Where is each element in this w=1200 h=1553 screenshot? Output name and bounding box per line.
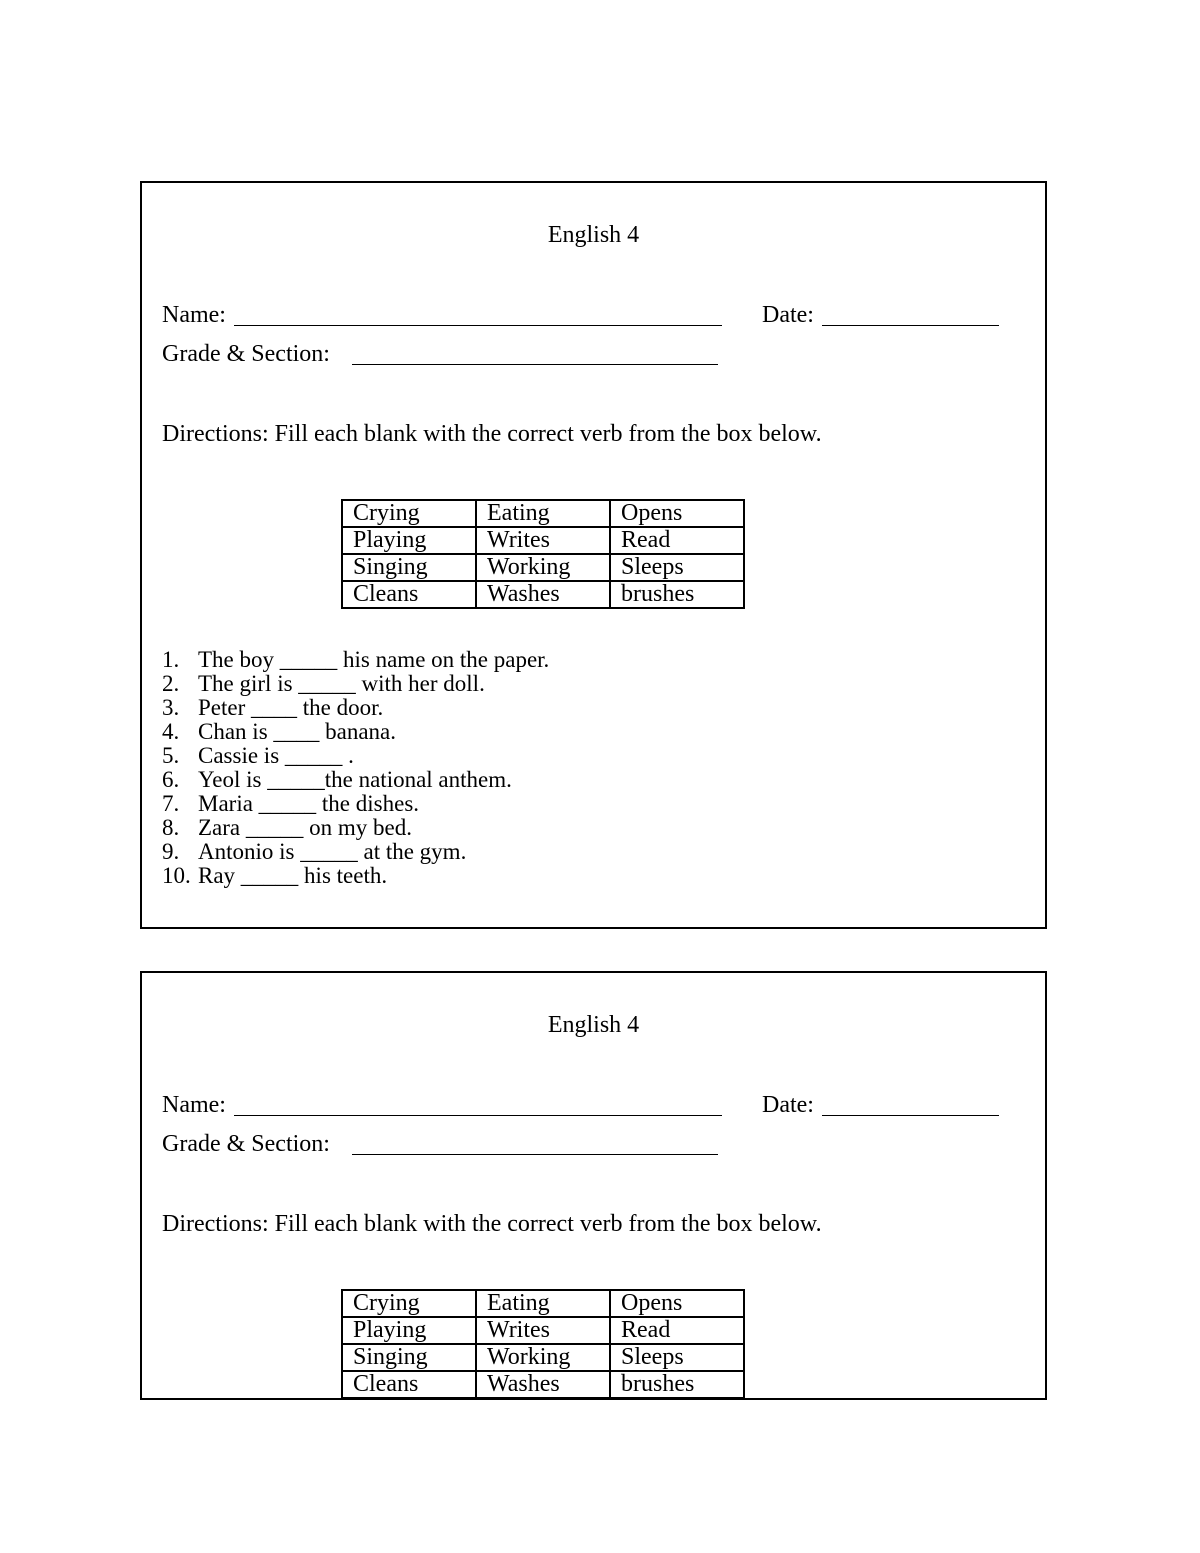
- name-blank-line[interactable]: [234, 325, 722, 326]
- name-blank-line[interactable]: [234, 1115, 722, 1116]
- verb-cell: Cleans: [342, 1371, 476, 1398]
- item-sentence: Maria _____ the dishes.: [198, 791, 420, 816]
- verb-box-table: [341, 499, 745, 609]
- date-label: Date:: [762, 302, 814, 328]
- date-label: Date:: [762, 1092, 814, 1118]
- item-number: 7.: [162, 791, 180, 816]
- verb-cell: Opens: [610, 500, 744, 527]
- verb-cell: Sleeps: [610, 1344, 744, 1371]
- worksheet-1: [140, 181, 1047, 929]
- verb-table-row: [342, 554, 744, 581]
- date-blank-line[interactable]: [822, 1115, 999, 1116]
- verb-cell: brushes: [610, 1371, 744, 1398]
- verb-cell: Playing: [342, 1317, 476, 1344]
- worksheet-title: English 4: [547, 1012, 640, 1038]
- item-sentence: The girl is _____ with her doll.: [198, 671, 485, 696]
- list-item: [162, 792, 549, 816]
- verb-cell: Opens: [610, 1290, 744, 1317]
- verb-table-row: [342, 1290, 744, 1317]
- verb-cell: Singing: [342, 554, 476, 581]
- verb-table-row: [342, 1317, 744, 1344]
- grade-section-blank-line[interactable]: [352, 1154, 718, 1155]
- item-sentence: The boy _____ his name on the paper.: [198, 647, 550, 672]
- item-number: 1.: [162, 647, 180, 672]
- verb-cell: Working: [476, 1344, 610, 1371]
- item-sentence: Antonio is _____ at the gym.: [198, 839, 467, 864]
- verb-cell: brushes: [610, 581, 744, 608]
- verb-cell: Read: [610, 527, 744, 554]
- verb-cell: Working: [476, 554, 610, 581]
- list-item: [162, 816, 549, 840]
- verb-cell: Crying: [342, 1290, 476, 1317]
- list-item: [162, 864, 549, 888]
- list-item: [162, 648, 549, 672]
- item-number: 3.: [162, 695, 180, 720]
- verb-cell: Washes: [476, 581, 610, 608]
- item-number: 10.: [162, 863, 191, 888]
- verb-cell: Playing: [342, 527, 476, 554]
- verb-table-row: [342, 1344, 744, 1371]
- item-number: 6.: [162, 767, 180, 792]
- verb-cell: Eating: [476, 500, 610, 527]
- item-sentence: Ray _____ his teeth.: [198, 863, 388, 888]
- list-item: [162, 696, 549, 720]
- grade-section-blank-line[interactable]: [352, 364, 718, 365]
- worksheet-2: [140, 971, 1047, 1400]
- list-item: [162, 720, 549, 744]
- item-sentence: Chan is ____ banana.: [198, 719, 397, 744]
- verb-table-row: [342, 581, 744, 608]
- item-number: 8.: [162, 815, 180, 840]
- directions-text: Directions: Fill each blank with the correct verb from the box below.: [162, 1211, 822, 1237]
- name-label: Name:: [162, 1092, 226, 1118]
- list-item: [162, 768, 549, 792]
- verb-cell: Read: [610, 1317, 744, 1344]
- verb-cell: Crying: [342, 500, 476, 527]
- verb-cell: Eating: [476, 1290, 610, 1317]
- grade-section-label: Grade & Section:: [162, 341, 330, 367]
- verb-cell: Writes: [476, 527, 610, 554]
- item-number: 9.: [162, 839, 180, 864]
- verb-table-row: [342, 527, 744, 554]
- item-sentence: Zara _____ on my bed.: [198, 815, 412, 840]
- date-blank-line[interactable]: [822, 325, 999, 326]
- worksheet-title: English 4: [547, 222, 640, 248]
- verb-table-row: [342, 500, 744, 527]
- name-label: Name:: [162, 302, 226, 328]
- list-item: [162, 672, 549, 696]
- verb-cell: Cleans: [342, 581, 476, 608]
- item-number: 5.: [162, 743, 180, 768]
- item-number: 4.: [162, 719, 180, 744]
- item-number: 2.: [162, 671, 180, 696]
- item-sentence: Peter ____ the door.: [198, 695, 384, 720]
- verb-box-table: [341, 1289, 745, 1399]
- list-item: [162, 744, 549, 768]
- verb-cell: Sleeps: [610, 554, 744, 581]
- verb-cell: Singing: [342, 1344, 476, 1371]
- verb-table-row: [342, 1371, 744, 1398]
- grade-section-label: Grade & Section:: [162, 1131, 330, 1157]
- verb-cell: Writes: [476, 1317, 610, 1344]
- list-item: [162, 840, 549, 864]
- verb-cell: Washes: [476, 1371, 610, 1398]
- directions-text: Directions: Fill each blank with the correct verb from the box below.: [162, 421, 822, 447]
- item-sentence: Cassie is _____ .: [198, 743, 354, 768]
- exercise-list: [162, 648, 549, 888]
- item-sentence: Yeol is _____the national anthem.: [198, 767, 512, 792]
